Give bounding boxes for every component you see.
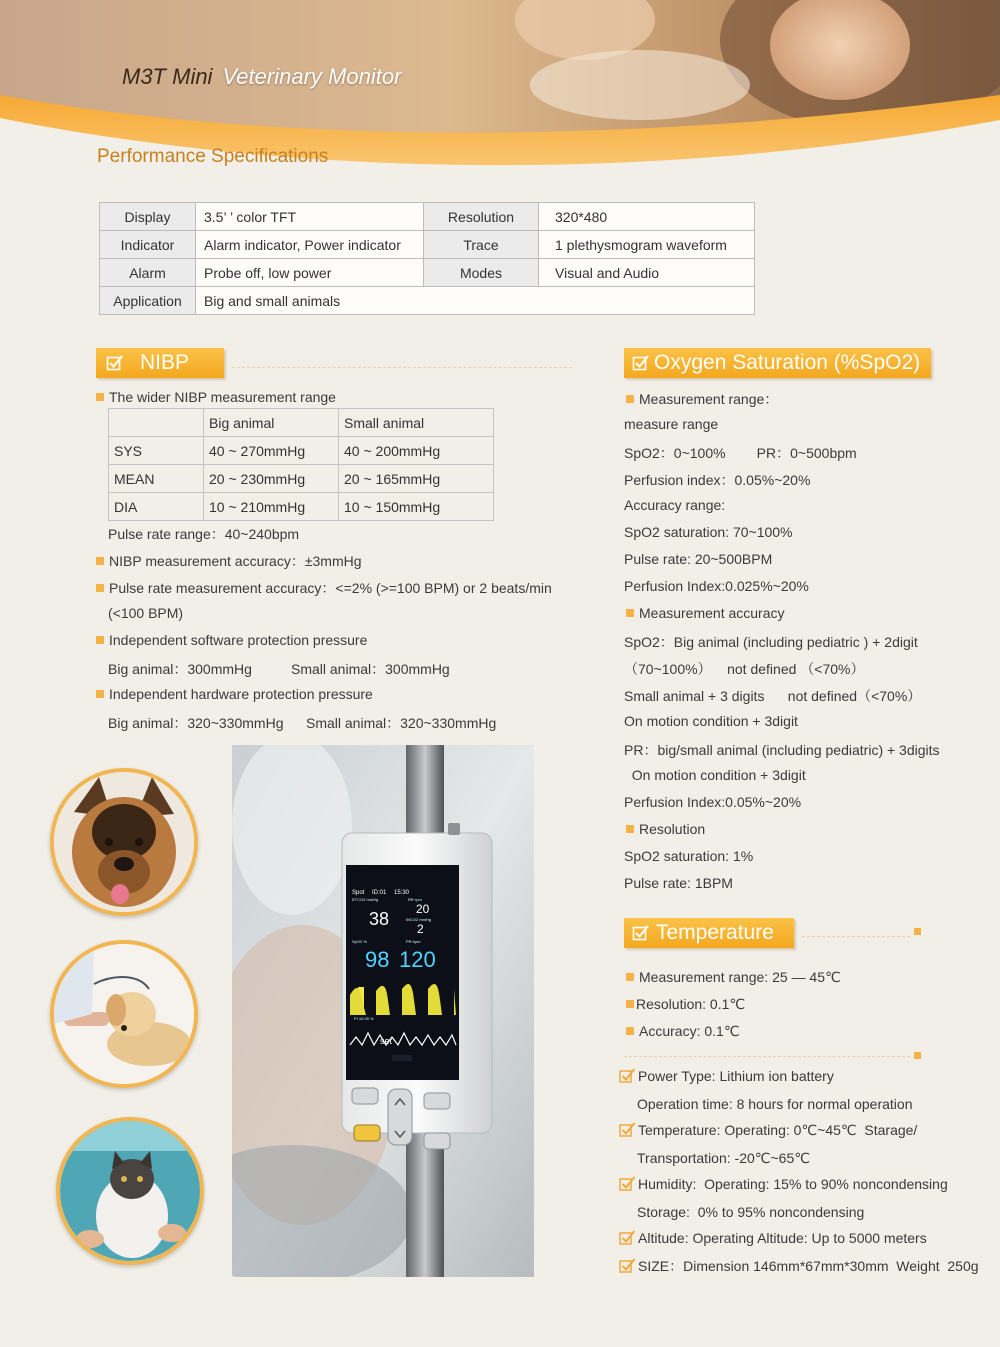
spo2-spec-text: On motion condition + 3digit [624, 713, 798, 729]
puppy-photo [50, 940, 198, 1088]
general-spec-item [619, 1121, 917, 1139]
table-header-cell: Big animal [204, 409, 339, 437]
table-cell: SYS [109, 437, 204, 465]
general-spec-text: SIZE：Dimension 146mm*67mm*30mm Weight 250g [638, 1258, 979, 1274]
checkbox-icon [106, 354, 124, 372]
software-big-animal: Big animal：300mmHg [108, 661, 252, 677]
table-cell: 40 ~ 270mmHg [204, 437, 339, 465]
nibp-badge [96, 348, 224, 378]
spo2-spec-text: On motion condition + 3digit [624, 767, 806, 783]
spo2-spec-line [624, 767, 806, 783]
screen-pi-label: PI 10.05 % [354, 1016, 374, 1021]
screen-inco2-label: INCO2 mmHg [406, 917, 432, 922]
spec-value: Alarm indicator, Power indicator [196, 231, 424, 259]
spo2-spec-text: （70~100%） not defined （<70%） [624, 661, 865, 677]
spo2-spec-text: Resolution [639, 821, 706, 837]
hardware-protection-text: Independent hardware protection pressure [109, 686, 373, 702]
check-icon [619, 1257, 636, 1274]
spo2-spec-text: PR：big/small animal (including pediatric) + 3digits [624, 742, 940, 758]
spo2-title: Oxygen Saturation (%SpO2) [654, 351, 921, 374]
spo2-spec-text: SpO2：0~100% PR：0~500bpm [624, 445, 857, 461]
spo2-spec-text: Perfusion Index:0.05%~20% [624, 794, 802, 810]
bullet-icon [96, 636, 104, 644]
checkbox-icon [632, 354, 650, 372]
software-small-animal: Small animal：300mmHg [291, 661, 450, 677]
screen-time: 15:30 [394, 890, 410, 896]
nibp-range-heading-text: The wider NIBP measurement range [109, 389, 336, 405]
divider [624, 1056, 910, 1057]
general-spec-text: Altitude: Operating Altitude: Up to 5000 meters [638, 1230, 927, 1246]
spo2-spec-line [624, 686, 921, 706]
section-heading: Performance Specifications [97, 146, 329, 167]
general-spec-item [619, 1256, 979, 1276]
bullet-icon [626, 1027, 634, 1035]
spo2-badge [624, 348, 931, 378]
check-icon [619, 1067, 636, 1084]
general-spec-text: Power Type: Lithium ion battery [638, 1068, 834, 1084]
screen-rr-label: RR rpm [408, 897, 422, 902]
divider-dot [914, 1052, 921, 1059]
spo2-spec-line [624, 470, 810, 490]
table-header-cell: Small animal [339, 409, 494, 437]
hero-background [0, 0, 1000, 215]
bullet-icon [96, 584, 104, 592]
spo2-spec-text: SpO2：Big animal (including pediatric ) + 2digit [624, 634, 918, 650]
general-spec-text: Humidity: Operating: 15% to 90% noncondensing [638, 1176, 948, 1192]
spo2-spec-text: Measurement accuracy [639, 605, 785, 621]
temperature-resolution-text: Resolution: 0.1℃ [636, 996, 746, 1012]
software-protection [96, 632, 367, 648]
spec-label: Resolution [424, 203, 539, 231]
spo2-spec-line [624, 551, 772, 567]
table-cell: 10 ~ 150mmHg [339, 493, 494, 521]
product-subtitle: Veterinary Monitor [222, 64, 402, 89]
product-title [122, 64, 401, 90]
spec-value: Visual and Audio [539, 259, 755, 287]
screen-spo2-label: SpO2 % [352, 939, 367, 944]
spo2-spec-text: Measurement range： [639, 391, 779, 407]
spo2-spec-text: Accuracy range: [624, 497, 726, 513]
spo2-spec-line [624, 605, 785, 621]
nibp-range-table [108, 408, 494, 521]
device-background [232, 745, 534, 1277]
spo2-spec-line [624, 848, 753, 864]
screen-etco2-label: ETCO2 mmHg [352, 897, 379, 902]
nibp-range-heading [96, 389, 336, 405]
table-row [100, 259, 755, 287]
product-name: M3T Mini [122, 64, 213, 89]
software-protection-text: Independent software protection pressure [109, 632, 368, 648]
temperature-badge [624, 918, 794, 948]
spo2-spec-line [624, 389, 778, 409]
spo2-spec-line [624, 632, 918, 652]
spo2-spec-text: Perfusion index：0.05%~20% [624, 472, 811, 488]
spo2-spec-line [624, 821, 705, 837]
spo2-spec-text: Small animal + 3 digits not defined（<70%） [624, 688, 922, 704]
spo2-spec-text: measure range [624, 416, 719, 432]
temperature-range [626, 969, 841, 986]
table-cell: 10 ~ 210mmHg [204, 493, 339, 521]
spo2-spec-line [624, 524, 793, 540]
screen-id: ID:01 [372, 890, 387, 896]
general-spec-subline: Transportation: -20℃~65℃ [637, 1150, 810, 1166]
check-icon [619, 1121, 636, 1138]
spec-value: 3.5’ ’ color TFT [196, 203, 424, 231]
spec-value: 320*480 [539, 203, 755, 231]
pulse-range: Pulse rate range：40~240bpm [108, 526, 300, 542]
spo2-spec-line [624, 443, 857, 463]
spec-value: Big and small animals [196, 287, 755, 315]
spec-value: Probe off, low power [196, 259, 424, 287]
bullet-icon [626, 825, 634, 833]
temperature-title: Temperature [656, 921, 774, 944]
table-row [109, 493, 494, 521]
pulse-accuracy-cont: (<100 BPM) [108, 605, 184, 621]
table-cell: 40 ~ 200mmHg [339, 437, 494, 465]
temperature-range-text: Measurement range: 25 — 45℃ [639, 969, 841, 985]
cat-photo [56, 1117, 204, 1265]
screen-etco2: 38 [369, 909, 390, 929]
spo2-spec-line [624, 497, 725, 513]
dog-illustration [54, 772, 194, 912]
spec-label: Display [100, 203, 196, 231]
checkbox-icon [632, 924, 650, 942]
spec-table [99, 202, 755, 315]
bullet-icon [626, 973, 634, 981]
nibp-accuracy [96, 551, 362, 571]
spo2-spec-text: Pulse rate: 20~500BPM [624, 551, 773, 567]
spo2-spec-text: SpO2 saturation: 70~100% [624, 524, 793, 540]
spo2-spec-text: Perfusion Index:0.025%~20% [624, 578, 809, 594]
table-row [100, 231, 755, 259]
screen-set-label: set [380, 1036, 393, 1046]
bullet-icon [626, 609, 634, 617]
spo2-spec-line [624, 713, 798, 729]
spo2-spec-text: SpO2 saturation: 1% [624, 848, 754, 864]
table-header-cell [109, 409, 204, 437]
check-icon [619, 1175, 636, 1192]
general-spec-subline: Storage: 0% to 95% noncondensing [637, 1204, 865, 1220]
device-photo [232, 745, 534, 1277]
bullet-icon [626, 1000, 634, 1008]
bullet-icon [96, 690, 104, 698]
table-cell: 20 ~ 230mmHg [204, 465, 339, 493]
bullet-icon [626, 395, 634, 403]
table-cell: 20 ~ 165mmHg [339, 465, 494, 493]
pulse-accuracy [96, 578, 552, 598]
dog-photo [50, 768, 198, 916]
table-cell: DIA [109, 493, 204, 521]
screen-inco2: 2 [417, 922, 424, 936]
screen-spo2: 98 [365, 947, 390, 972]
general-spec-item [619, 1175, 948, 1192]
table-cell: MEAN [109, 465, 204, 493]
table-row [100, 287, 755, 315]
screen-rr: 20 [416, 902, 430, 916]
spo2-spec-text: Pulse rate: 1BPM [624, 875, 733, 891]
hardware-small-animal: Small animal：320~330mmHg [306, 715, 497, 731]
general-spec-text: Temperature: Operating: 0℃~45℃ Starage/ [638, 1122, 918, 1138]
puppy-illustration [54, 944, 194, 1084]
nibp-accuracy-text: NIBP measurement accuracy：±3mmHg [109, 553, 362, 569]
spec-value: 1 plethysmogram waveform [539, 231, 755, 259]
spec-label: Indicator [100, 231, 196, 259]
temperature-accuracy [626, 1023, 740, 1040]
nibp-title: NIBP [140, 351, 190, 374]
screen-mode: Spot [352, 890, 365, 896]
table-row [109, 437, 494, 465]
spec-label: Alarm [100, 259, 196, 287]
spo2-spec-line [624, 740, 940, 760]
spec-label: Modes [424, 259, 539, 287]
pulse-accuracy-text: Pulse rate measurement accuracy：<=2% (>=100 BPM) or 2 beats/min [109, 580, 552, 596]
spo2-spec-line [624, 578, 809, 594]
table-row [109, 409, 494, 437]
check-icon [619, 1229, 636, 1246]
temperature-accuracy-text: Accuracy: 0.1℃ [639, 1023, 740, 1039]
table-row [109, 465, 494, 493]
hardware-big-animal: Big animal：320~330mmHg [108, 715, 284, 731]
screen-pr-label: PR bpm [406, 939, 421, 944]
cat-illustration [60, 1121, 200, 1261]
general-spec-item [619, 1067, 834, 1084]
spo2-spec-line [624, 794, 801, 810]
divider [802, 936, 910, 937]
general-spec-subline: Operation time: 8 hours for normal operation [637, 1096, 913, 1112]
table-row [100, 203, 755, 231]
hero-banner [0, 0, 1000, 215]
screen-pr: 120 [399, 947, 436, 972]
bullet-icon [96, 557, 104, 565]
spo2-spec-line [624, 875, 733, 891]
bullet-icon [96, 393, 104, 401]
spec-label: Application [100, 287, 196, 315]
divider-dot [914, 928, 921, 935]
divider [232, 367, 572, 368]
spo2-spec-line [624, 416, 718, 432]
spec-label: Trace [424, 231, 539, 259]
spo2-spec-line [624, 659, 864, 679]
temperature-resolution [626, 996, 745, 1013]
hardware-protection [96, 686, 373, 702]
general-spec-item [619, 1229, 927, 1246]
